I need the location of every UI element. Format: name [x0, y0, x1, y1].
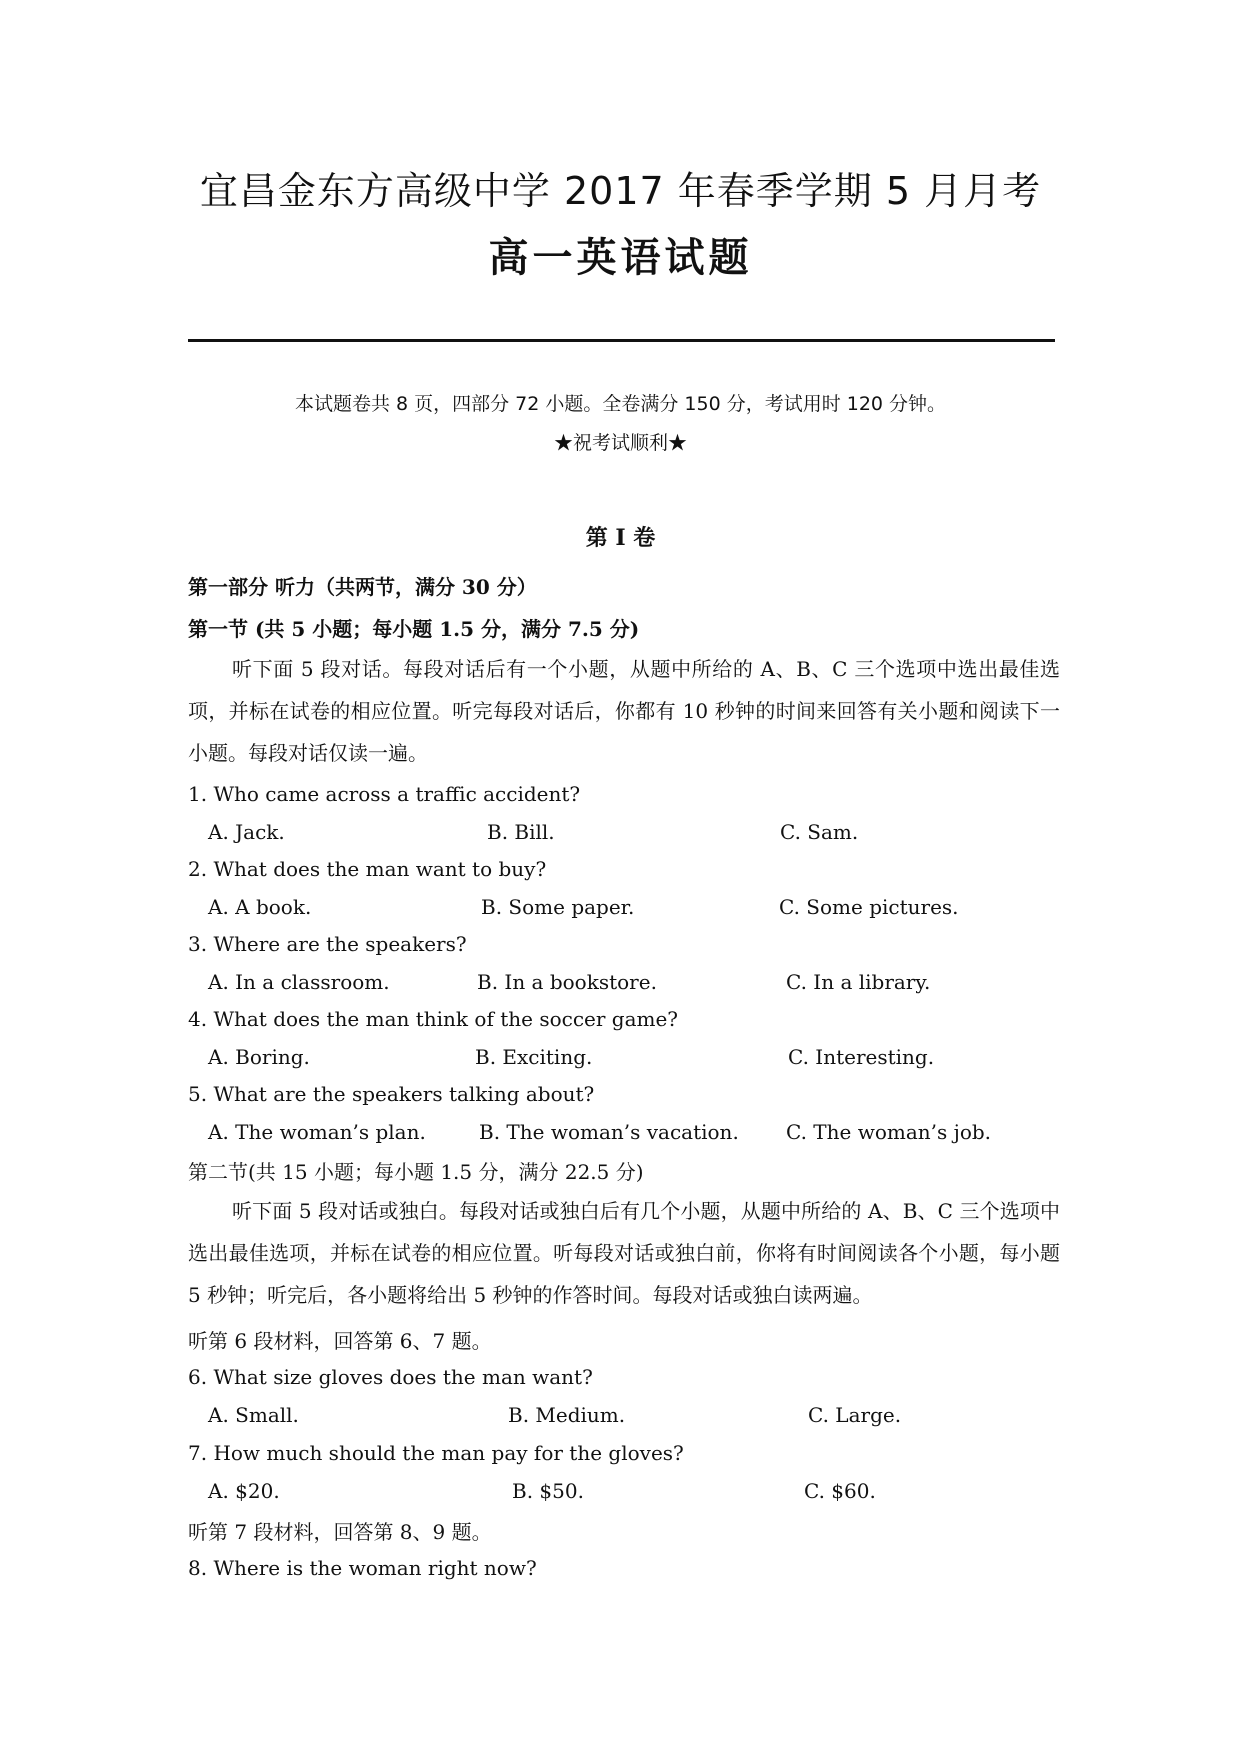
question-3-option-a: A. In a classroom. [208, 970, 390, 994]
question-4-option-c: C. Interesting. [788, 1045, 935, 1069]
volume-heading: 第 I 卷 [585, 525, 656, 551]
question-4-option-b: B. Exciting. [475, 1045, 593, 1069]
question-7-option-c: C. $60. [804, 1479, 876, 1503]
section1-instructions: 听下面 5 段对话。每段对话后有一个小题，从题中所给的 A、B、C 三个选项中选出最佳选项，并标在试卷的相应位置。听完每段对话后，你都有 10 秒钟的时间来回答有关小题和阅读下一小题。每段对话仅读一遍。 [188, 657, 1060, 765]
title-divider [188, 339, 1055, 342]
question-5-option-c: C. The woman’s job. [786, 1120, 992, 1144]
question-2-option-b: B. Some paper. [481, 895, 635, 919]
section2-instructions: 听下面 5 段对话或独白。每段对话或独白后有几个小题，从题中所给的 A、B、C 三个选项中选出最佳选项，并标在试卷的相应位置。听每段对话或独白前，你将有时间阅读各个小题，每小题 5 秒钟；听完后，各小题将给出 5 秒钟的作答时间。每段对话或独白读两遍。 [188, 1199, 1060, 1307]
question-6-option-b: B. Medium. [508, 1403, 626, 1427]
question-1-option-c: C. Sam. [780, 820, 859, 844]
question-4-option-a: A. Boring. [208, 1045, 310, 1069]
question-5-option-a: A. The woman’s plan. [208, 1120, 426, 1144]
exam-info: 本试题卷共 8 页，四部分 72 小题。全卷满分 150 分，考试用时 120 分钟。 [294, 393, 947, 415]
question-2-option-c: C. Some pictures. [779, 895, 959, 919]
question-5-stem: 5. What are the speakers talking about? [188, 1082, 595, 1106]
question-1-option-a: A. Jack. [208, 820, 285, 844]
question-6-option-c: C. Large. [808, 1403, 902, 1427]
question-6-stem: 6. What size gloves does the man want? [188, 1365, 593, 1389]
question-8-stem: 8. Where is the woman right now? [188, 1556, 537, 1580]
question-3-stem: 3. Where are the speakers? [188, 932, 467, 956]
question-2-option-a: A. A book. [208, 895, 312, 919]
question-3-option-b: B. In a bookstore. [477, 970, 657, 994]
material-7-note: 听第 7 段材料，回答第 8、9 题。 [188, 1520, 492, 1544]
question-3-option-c: C. In a library. [786, 970, 931, 994]
exam-title: 宜昌金东方高级中学 2017 年春季学期 5 月月考 [199, 169, 1042, 213]
question-1-option-b: B. Bill. [487, 820, 555, 844]
section1-heading: 第一节 (共 5 小题；每小题 1.5 分，满分 7.5 分) [188, 617, 640, 641]
exam-subtitle: 高一英语试题 [488, 234, 753, 281]
question-6-option-a: A. Small. [208, 1403, 299, 1427]
question-1-stem: 1. Who came across a traffic accident? [188, 782, 581, 806]
question-7-option-a: A. $20. [208, 1479, 280, 1503]
material-6-note: 听第 6 段材料，回答第 6、7 题。 [188, 1329, 492, 1353]
question-7-stem: 7. How much should the man pay for the gloves? [188, 1441, 684, 1465]
question-5-option-b: B. The woman’s vacation. [479, 1120, 739, 1144]
question-2-stem: 2. What does the man want to buy? [188, 857, 547, 881]
good-luck-line: ★祝考试顺利★ [553, 432, 687, 454]
part1-heading: 第一部分 听力（共两节，满分 30 分） [188, 575, 537, 599]
question-7-option-b: B. $50. [512, 1479, 584, 1503]
question-4-stem: 4. What does the man think of the soccer game? [188, 1007, 679, 1031]
section2-heading: 第二节(共 15 小题；每小题 1.5 分，满分 22.5 分) [188, 1160, 644, 1184]
